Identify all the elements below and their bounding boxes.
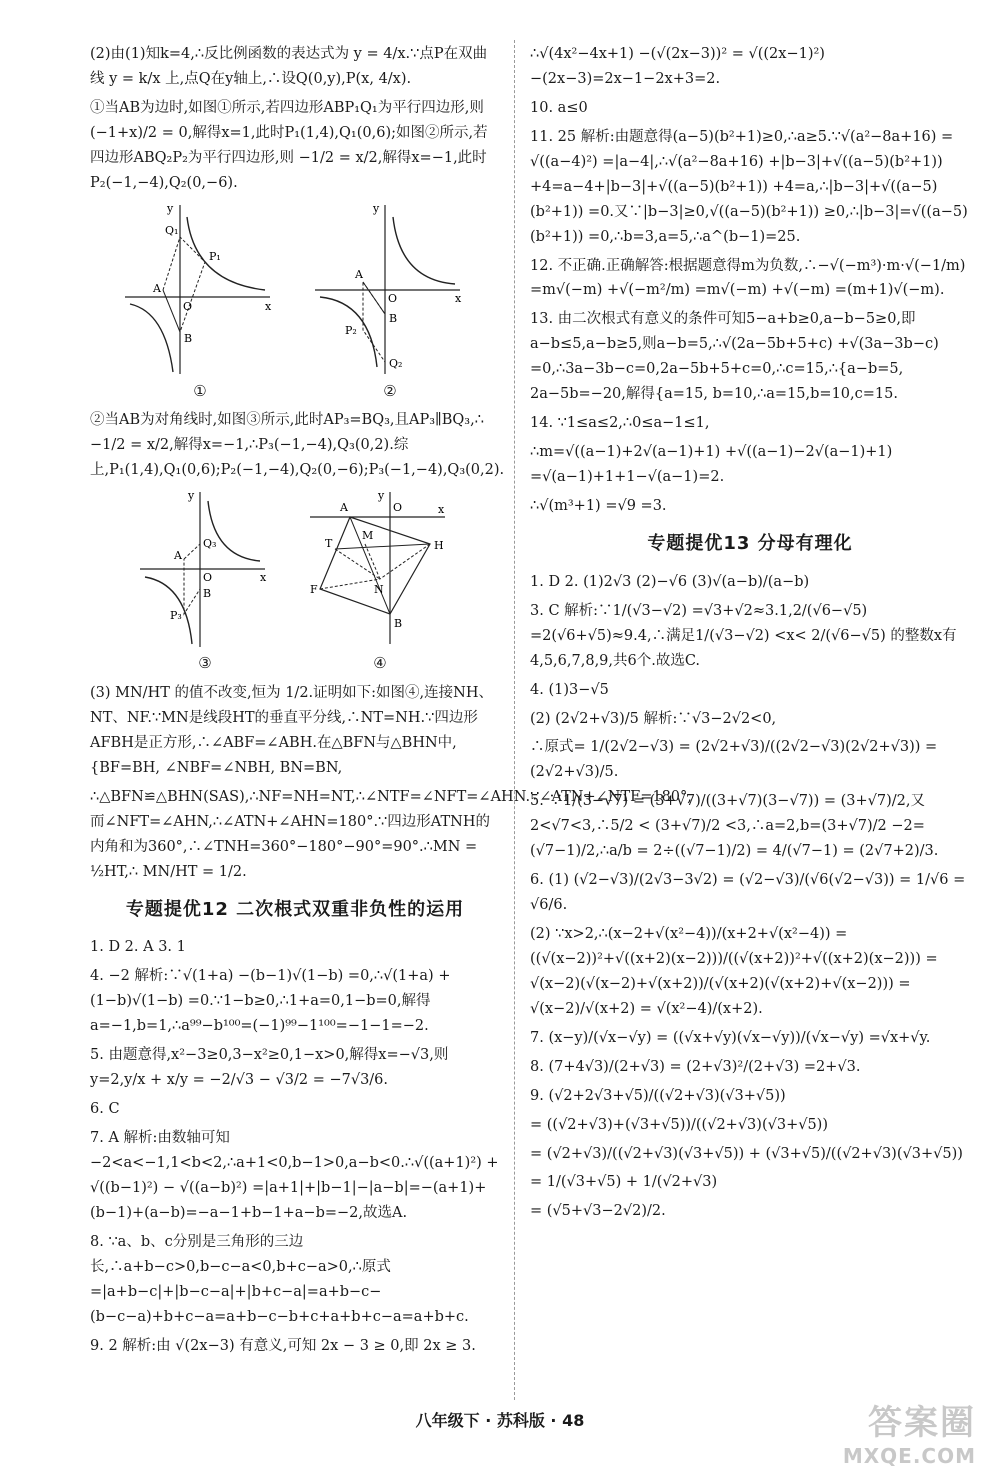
answer-item: (2) (2√2+√3)/5 解析:∵√3−2√2<0, [530, 710, 777, 727]
answer-item: 9. 2 解析:由 √(2x−3) 有意义,可知 2x − 3 ≥ 0,即 2x ≥ 3. [90, 1337, 476, 1354]
label-a: A [153, 281, 161, 295]
label-b: B [389, 311, 398, 325]
answer-item: 5. 由题意得,x²−3≥0,3−x²≥0,1−x>0,解得x=−√3,则y=2,y/x + x/y = −2/√3 − √3/2 = −7√3/6. [90, 1047, 449, 1089]
right-column [530, 42, 970, 1228]
label-p2: P₂ [345, 323, 357, 337]
answer-item: 13. 由二次根式有意义的条件可知5−a+b≥0,a−b−5≥0,即a−b≤5,a−b≥5,则a−b=5,∴√(2a−5b+5+c) +√(3a−3b−c) =0,∴3a−3b−c=0,2a−5b+5+c=0,∴c=15,∴{a−b=5, 2a−5b=−20,解得{a=15, b=10,∴a=15,b=10,c=15. [530, 311, 939, 403]
figure-row-1 [90, 202, 500, 405]
answer-item: 14. ∵1≤a≤2,∴0≤a−1≤1, [530, 415, 710, 432]
label-y: y [167, 201, 174, 215]
answer-item: 4. −2 解析:∵√(1+a) −(b−1)√(1−b) =0,∴√(1+a) +(1−b)√(1−b) =0.∵1−b≥0,∴1+a=0,1−b=0,解得a=−1,b=1,∴a⁹⁹−b¹⁰⁰=(−1)⁹⁹−1¹⁰⁰=−1−1=−2. [90, 968, 451, 1035]
label-a: A [340, 501, 348, 515]
paragraph: ①当AB为边时,如图①所示,若四边形ABP₁Q₁为平行四边形,则 (−1+x)/2 = 0,解得x=1,此时P₁(1,4),Q₁(0,6);如图②所示,若四边形ABQ₂P₂为平行四边形,则 −1/2 = x/2,解得x=−1,此时P₂(−1,−4),Q₂(0,−6). [90, 99, 488, 191]
label-b: B [203, 587, 212, 601]
watermark-url: MXQE.COM [842, 1444, 976, 1468]
figure-1 [125, 202, 275, 405]
column-divider [514, 40, 515, 1400]
paragraph: (2)由(1)知k=4,∴反比例函数的表达式为 y = 4/x.∵点P在双曲线 y = k/x 上,点Q在y轴上,∴设Q(0,y),P(x, 4/x). [90, 46, 488, 87]
label-b: B [184, 331, 193, 345]
answer-item: ∴m=√((a−1)+2√(a−1)+1) +√((a−1)−2√(a−1)+1) =√(a−1)+1+1−√(a−1)=2. [530, 444, 893, 485]
figure-caption: ① [193, 381, 207, 400]
answer-item: 10. a≤0 [530, 99, 588, 116]
label-q2: Q₂ [389, 356, 403, 370]
label-x: x [438, 503, 445, 517]
answer-item: 9. (√2+2√3+√5)/((√2+√3)(√3+√5)) [530, 1087, 786, 1104]
answer-item: 4. (1)3−√5 [530, 681, 609, 698]
watermark [843, 1395, 976, 1468]
label-f: F [310, 583, 318, 597]
label-p3: P₃ [170, 609, 182, 623]
answer-item: ∴原式= 1/(2√2−√3) = (2√2+√3)/((2√2−√3)(2√2+√3)) = (2√2+√3)/5. [530, 739, 938, 781]
answer-item: = 1/(√3+√5) + 1/(√2+√3) [530, 1174, 718, 1191]
label-q3: Q₃ [203, 537, 217, 551]
label-h: H [434, 539, 444, 553]
answer-item: 3. C 解析:∵1/(√3−√2) =√3+√2≈3.1,2/(√6−√5) =2(√6+√5)≈9.4,∴满足1/(√3−√2) <x< 2/(√6−√5) 的整数x有4,5,6,7,8,9,共6个.故选C. [530, 602, 957, 669]
label-o: O [393, 501, 403, 515]
label-b: B [394, 617, 403, 631]
answer-item: 7. A 解析:由数轴可知−2<a<−1,1<b<2,∴a+1<0,b−1>0,a−b<0.∴√((a+1)²) + √((b−1)²) − √((a−b)²) =|a+1|+|b−1|−|a−b|=−(a+1)+(b−1)+(a−b)=−a−1+b−1+a−b=−2,故选A. [90, 1130, 499, 1221]
section-title: 专题提优12 二次根式双重非负性的运用 [125, 898, 465, 920]
figure-4-graph [310, 489, 450, 649]
label-x: x [455, 291, 462, 305]
figure-3 [140, 489, 270, 677]
label-n: N [374, 583, 384, 597]
answer-item: 7. (x−y)/(√x−√y) = ((√x+√y)(√x−√y))/(√x−√y) =√x+√y. [530, 1029, 931, 1046]
paragraph: ∴△BFN≌△BHN(SAS),∴NF=NH=NT,∴∠NTF=∠NFT=∠AHN.∵∠ATN+∠NTF=180°,而∠NFT=∠AHN,∴∠ATN+∠AHN=180°.∵四边形ATNH的内角和为360°,∴∠TNH=360°−180°−90°=90°.∴MN = ½HT,∴ MN/HT = 1/2. [90, 788, 692, 880]
paragraph: (3) MN/HT 的值不改变,恒为 1/2.证明如下:如图④,连接NH、NT、NF.∵MN是线段HT的垂直平分线,∴NT=NH.∵四边形AFBH是正方形,∴∠ABF=∠ABH.在△BFN与△BHN中,{BF=BH, ∠NBF=∠NBH, BN=BN, [90, 685, 493, 776]
section-title: 专题提优13 分母有理化 [647, 532, 853, 554]
answer-item: 12. 不正确.正确解答:根据题意得m为负数,∴−√(−m³)·m·√(−1/m) =m√(−m) +√(−m²/m) =m√(−m) +√(−m) =(m+1)√(−m). [530, 257, 966, 299]
answer-item: = (√5+√3−2√2)/2. [530, 1203, 666, 1220]
answer-item: (2) ∵x>2,∴(x−2+√(x²−4))/(x+2+√(x²−4)) = ((√(x−2))²+√((x+2)(x−2)))/((√(x+2))²+√((x+2)(x−2))) = √(x−2)(√(x−2)+√(x+2))/(√(x+2)(√(x+2)+√(x−2))) = √(x−2)/√(x+2) = √(x²−4)/(x+2). [530, 926, 938, 1017]
label-m: M [362, 529, 374, 543]
label-q1: Q₁ [165, 223, 179, 237]
figure-caption: ② [383, 381, 397, 400]
answer-item: 5. ∵1/(3−√7) = (3+√7)/((3+√7)(3−√7)) = (3+√7)/2,又2<√7<3,∴5/2 < (3+√7)/2 <3,∴a=2,b=(3+√7)/2 −2=(√7−1)/2,∴a/b = 2÷((√7−1)/2) = 4/(√7−1) = (2√7+2)/3. [530, 793, 939, 860]
label-t: T [325, 537, 333, 551]
figure-caption: ④ [373, 654, 387, 673]
watermark-title: 答案圈 [868, 1403, 976, 1443]
answer-item: = (√2+√3)/((√2+√3)(√3+√5)) + (√3+√5)/((√2+√3)(√3+√5)) [530, 1145, 963, 1162]
figure-2 [315, 202, 465, 405]
figure-3-graph [140, 489, 270, 649]
label-a: A [174, 549, 182, 563]
paragraph: ∴√(4x²−4x+1) −(√(2x−3))² = √((2x−1)²) −(2x−3)=2x−1−2x+3=2. [530, 46, 825, 87]
label-x: x [265, 299, 272, 313]
label-y: y [373, 201, 380, 215]
figure-row-2 [90, 489, 500, 677]
label-p1: P₁ [209, 249, 221, 263]
label-y: y [188, 489, 195, 503]
label-x: x [260, 571, 267, 585]
answer-item: 11. 25 解析:由题意得(a−5)(b²+1)≥0,∴a≥5.∵√(a²−8a+16) = √((a−4)²) =|a−4|,∴√(a²−8a+16) +|b−3|+√((a−5)(b²+1)) +4=a−4+|b−3|+√((a−5)(b²+1)) +4=a,∴|b−3|+√((a−5)(b²+1)) =0.又∵|b−3|≥0,√((a−5)(b²+1)) ≥0,∴|b−3|=√((a−5)(b²+1)) =0,∴b=3,a=5,∴a^(b−1)=25. [530, 128, 968, 245]
answer-item: 8. (7+4√3)/(2+√3) = (2+√3)²/(2+√3) =2+√3. [530, 1058, 861, 1075]
label-o: O [183, 299, 193, 313]
answer-item: = ((√2+√3)+(√3+√5))/((√2+√3)(√3+√5)) [530, 1116, 828, 1133]
answer-item: ∴√(m³+1) =√9 =3. [530, 497, 667, 514]
label-o: O [203, 571, 213, 585]
figure-2-graph [315, 202, 465, 377]
label-y: y [378, 489, 385, 503]
answer-item: 1. D 2. (1)2√3 (2)−√6 (3)√(a−b)/(a−b) [530, 573, 810, 590]
answer-item: 6. (1) (√2−√3)/(2√3−3√2) = (√2−√3)/(√6(√2−√3)) = 1/√6 = √6/6. [530, 872, 966, 914]
label-o: O [388, 291, 398, 305]
answer-item: 1. D 2. A 3. 1 [90, 939, 186, 956]
label-a: A [355, 267, 363, 281]
answer-item: 6. C [90, 1101, 120, 1118]
answer-item: 8. ∵a、b、c分别是三角形的三边长,∴a+b−c>0,b−c−a<0,b+c−a>0,∴原式=|a+b−c|+|b−c−a|+|b+c−a|=a+b−c−(b−c−a)+b+c−a=a+b−c−b+c+a+b+c−a=a+b+c. [90, 1233, 469, 1325]
figure-caption: ③ [198, 654, 212, 673]
figure-1-graph [125, 202, 275, 377]
paragraph: ②当AB为对角线时,如图③所示,此时AP₃=BQ₃,且AP₃∥BQ₃,∴ −1/2 = x/2,解得x=−1,∴P₃(−1,−4),Q₃(0,2).综上,P₁(1,4),Q₁(0,6);P₂(−1,−4),Q₂(0,−6);P₃(−1,−4),Q₃(0,2). [90, 412, 505, 479]
page-footer: 八年级下 · 苏科版 · 48 [415, 1411, 585, 1430]
figure-4 [310, 489, 450, 677]
